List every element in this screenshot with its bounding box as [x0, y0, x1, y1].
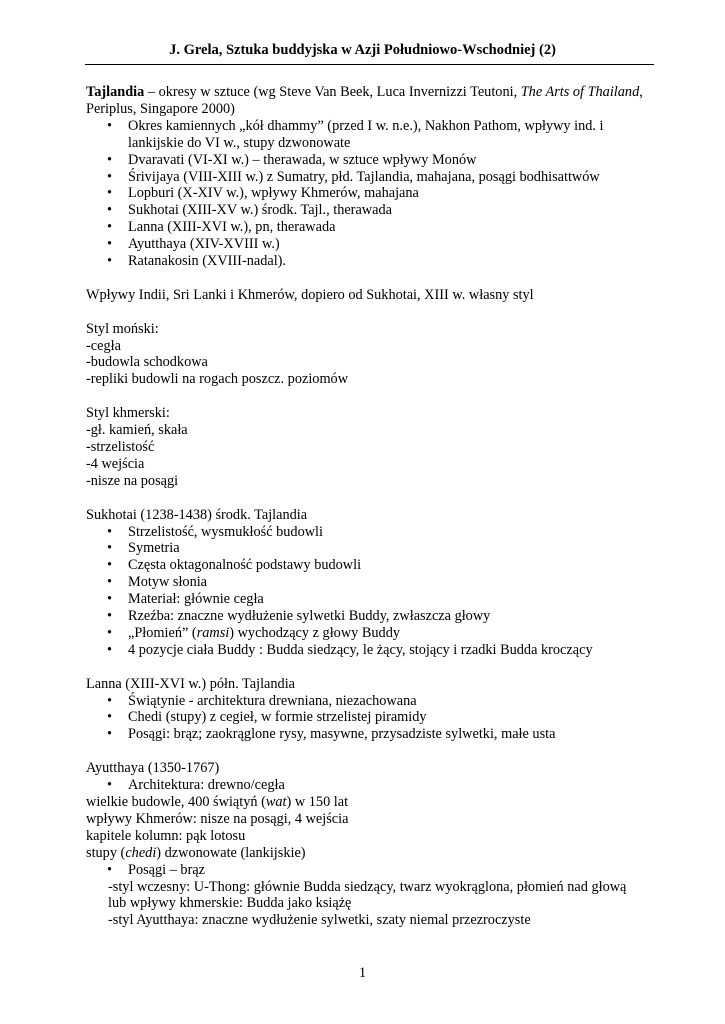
ayutthaya-line-stupa: [86, 845, 646, 862]
list-item: -budowla schodkowa: [86, 354, 208, 371]
wat-term: wat: [265, 793, 287, 810]
style-early: -styl wczesny: U-Thong: głównie Budda siedzący, twarz wyokrąglona, płomień nad głową lub wpływy khmerskie: Budda jako książę: [108, 878, 627, 912]
list-item: • Ratanakosin (XVIII-nadal).: [86, 253, 646, 270]
list-item: • Posągi: brąz; zaokrąglone rysy, masywne, przysadziste sylwetki, małe usta: [86, 726, 646, 743]
list-item: • Częsta oktagonalność podstawy budowli: [86, 557, 646, 574]
influences-paragraph: Wpływy Indii, Sri Lanki i Khmerów, dopiero od Sukhotai, XIII w. własny styl: [86, 286, 534, 303]
page-number: 1: [358, 965, 367, 981]
wat-text-pre: wielkie budowle, 400 świątyń (: [86, 793, 266, 810]
sukhotai-heading: Sukhotai (1238-1438) środk. Tajlandia: [86, 506, 308, 523]
chedi-term: chedi: [125, 844, 157, 861]
intro-paragraph: [86, 84, 646, 118]
list-item: -repliki budowli na rogach poszcz. poziomów: [86, 371, 349, 388]
ayutthaya-list-1: [86, 777, 646, 794]
list-item: • Lanna (XIII-XVI w.), pn, therawada: [86, 219, 646, 236]
page-header: J. Grela, Sztuka buddyjska w Azji Południowo-Wschodniej (2): [169, 42, 556, 58]
list-item: • Lopburi (X-XIV w.), wpływy Khmerów, mahajana: [86, 185, 646, 202]
ayutthaya-line-capitals: kapitele kolumn: pąk lotosu: [86, 827, 246, 844]
list-item: -nisze na posągi: [86, 472, 179, 489]
intro-text2: , Periplus, Singapore 2000): [86, 84, 643, 117]
intro-bold: Tajlandia: [86, 84, 145, 100]
ayutthaya-list-2: [86, 862, 646, 879]
list-item: • Motyw słonia: [86, 574, 646, 591]
intro-text1: – okresy w sztuce (wg Steve Van Beek, Luca Invernizzi Teutoni,: [144, 84, 521, 100]
flame-term: ramsi: [196, 624, 230, 641]
ayutthaya-line-khmer: wpływy Khmerów: nisze na posągi, 4 wejścia: [86, 810, 349, 827]
list-item: • Rzeźba: znaczne wydłużenie sylwetki Buddy, zwłaszcza głowy: [86, 608, 646, 625]
ayutthaya-heading: Ayutthaya (1350-1767): [86, 760, 220, 777]
list-item: • Architektura: drewno/cegła: [86, 777, 646, 794]
header-rule: [85, 64, 654, 65]
list-item: [86, 625, 646, 642]
list-item: • Okres kamiennych „kół dhammy” (przed I w. n.e.), Nakhon Pathom, wpływy ind. i lankijskie do VI w., stupy dzwonowate: [86, 118, 646, 152]
list-item: • 4 pozycje ciała Buddy : Budda siedzący, le żący, stojący i rzadki Budda kroczący: [86, 642, 646, 659]
list-item: • Świątynie - architektura drewniana, niezachowana: [86, 693, 646, 710]
flame-text-post: ) wychodzący z głowy Buddy: [229, 624, 400, 641]
list-item: • Dvaravati (VI-XI w.) – therawada, w sztuce wpływy Monów: [86, 152, 646, 169]
list-item: • Śrivijaya (VIII-XIII w.) z Sumatry, płd. Tajlandia, mahajana, posągi bodhisattwów: [86, 169, 646, 186]
list-item: • Chedi (stupy) z cegieł, w formie strzelistej piramidy: [86, 709, 646, 726]
list-item: -cegła: [86, 337, 121, 354]
style-ayutthaya: -styl Ayutthaya: znaczne wydłużenie sylwetki, szaty niemal przezroczyste: [108, 912, 531, 929]
list-item: • Materiał: głównie cegła: [86, 591, 646, 608]
mon-style-heading: Styl moński:: [86, 320, 159, 337]
stupa-text-pre: stupy (: [86, 844, 126, 861]
document-body: [86, 84, 646, 929]
wat-text-post: ) w 150 lat: [286, 793, 349, 810]
list-item: • Strzelistość, wysmukłość budowli: [86, 524, 646, 541]
lanna-list: [86, 693, 646, 744]
list-item: -strzelistość: [86, 438, 155, 455]
flame-text-pre: „Płomień” (: [128, 624, 197, 641]
list-item: • Symetria: [86, 540, 646, 557]
list-item: • Ayutthaya (XIV-XVIII w.): [86, 236, 646, 253]
lanna-heading: Lanna (XIII-XVI w.) półn. Tajlandia: [86, 675, 296, 692]
list-item: -4 wejścia: [86, 455, 145, 472]
sukhotai-list: [86, 524, 646, 659]
intro-book-title: The Arts of Thailand: [520, 84, 640, 100]
stupa-text-post: ) dzwonowate (lankijskie): [156, 844, 306, 861]
list-item: • Sukhotai (XIII-XV w.) środk. Tajl., therawada: [86, 202, 646, 219]
list-item: -gł. kamień, skała: [86, 422, 188, 439]
periods-list: [86, 118, 646, 270]
ayutthaya-line-wat: [86, 794, 646, 811]
khmer-style-heading: Styl khmerski:: [86, 405, 170, 422]
list-item: • Posągi – brąz: [86, 862, 646, 879]
